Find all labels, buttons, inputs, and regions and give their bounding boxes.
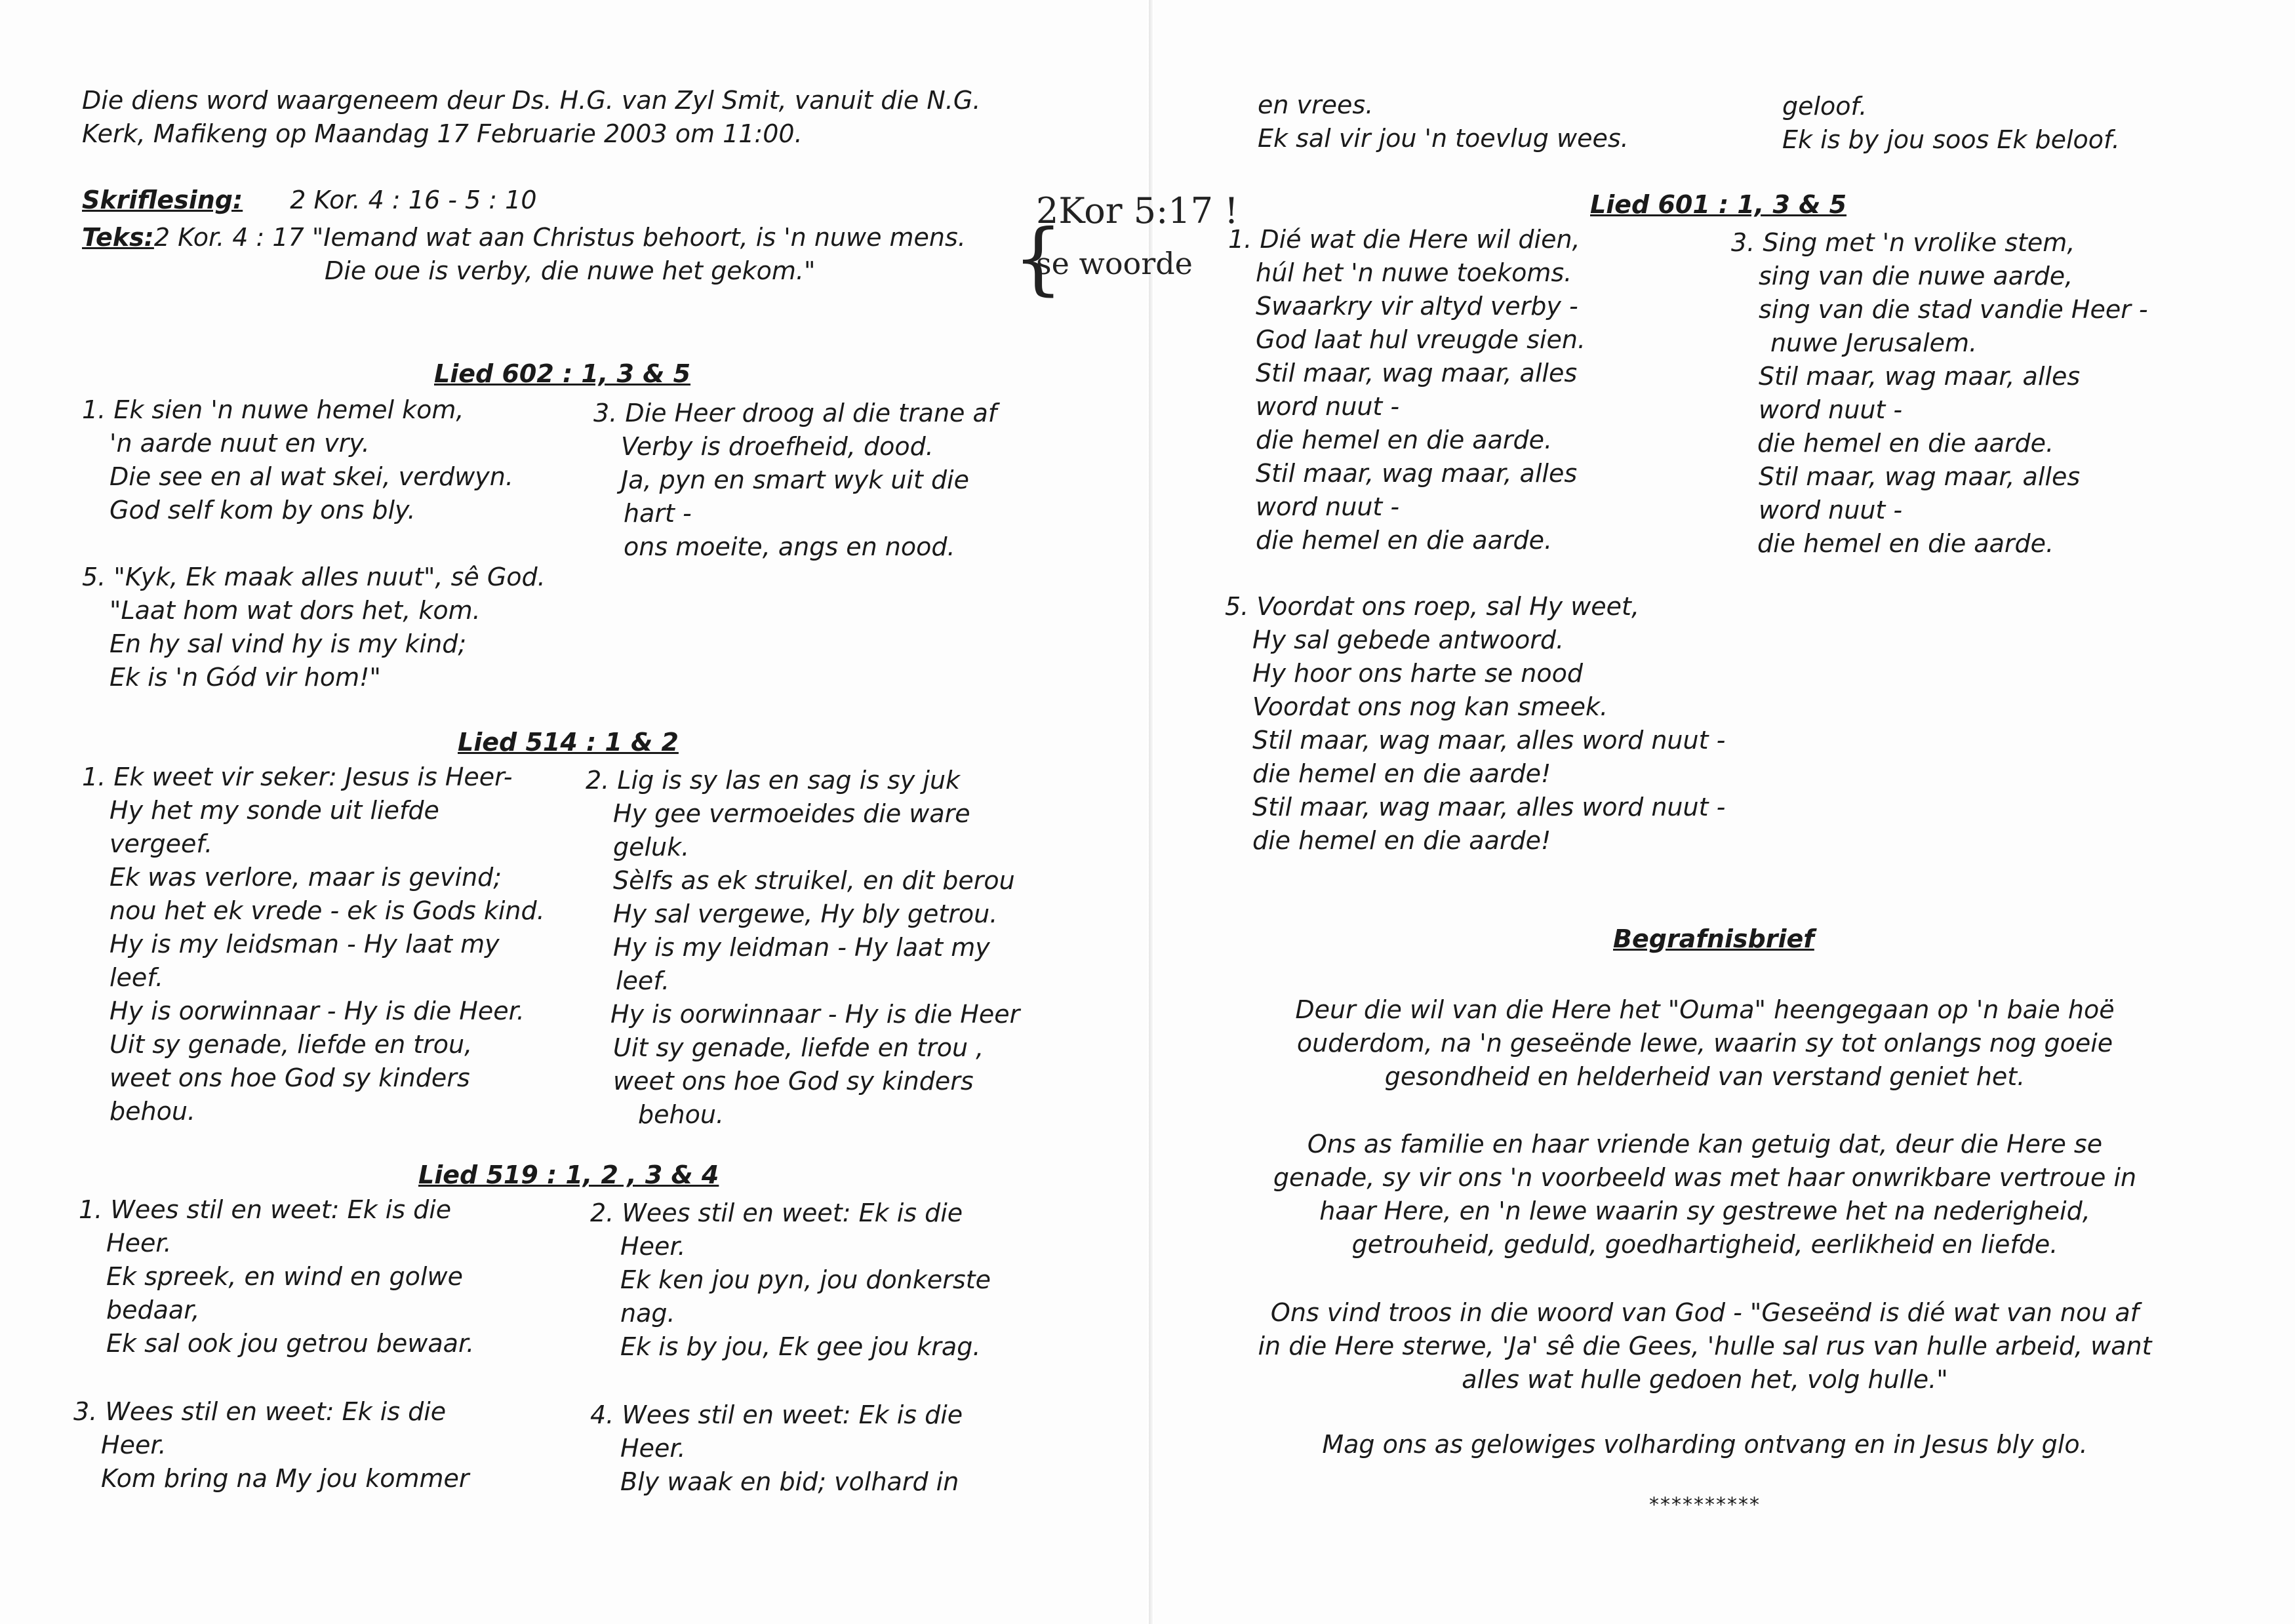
scripture-reading (82, 184, 537, 217)
lied-514-verse-2: 2. Lig is sy las en sag is sy juk Hy gee vermoeides die ware geluk. Sèlfs as ek struikel, en dit berou Hy sal vergewe, Hy bly getrou. Hy is my leidman - Hy laat my leef. Hy is oorwinnaar - Hy is die Heer Uit sy genade, liefde en trou , weet ons hoe God sy kinders behou. (586, 766, 1020, 1129)
text-label: Teks: (82, 223, 154, 252)
begrafnisbrief-title: Begrafnisbrief (1613, 924, 1814, 953)
lied-602-verse-5: 5. "Kyk, Ek maak alles nuut", sê God. "Laat hom wat dors het, kom. En hy sal vind hy is my kind; Ek is 'n Gód vir hom!" (82, 563, 546, 692)
begrafnisbrief-paragraph-4: Mag ons as gelowiges volharding ontvang en in Jesus bly glo. (1322, 1430, 2088, 1459)
begrafnisbrief-paragraph-3: Ons vind troos in die woord van God - "Geseënd is dié wat van nou af in die Here sterwe, 'Ja' sê die Gees, 'hulle sal rus van hulle arbeid, want alles wat hulle gedoen het, volg hulle." (1258, 1298, 2152, 1394)
lied-519-verse-2: 2. Wees stil en weet: Ek is die Heer. Ek ken jou pyn, jou donkerste nag. Ek is by jou, Ek gee jou krag. (590, 1198, 991, 1361)
handwritten-brace: { (1013, 213, 1064, 304)
handwritten-reference: 2Kor 5:17 ! (1036, 190, 1239, 231)
lied-602-title: Lied 602 : 1, 3 & 5 (434, 359, 691, 388)
service-intro (82, 84, 980, 151)
lied-519-verse-3: 3. Wees stil en weet: Ek is die Heer. Kom bring na My jou kommer (73, 1397, 469, 1493)
handwritten-note: se woorde (1036, 246, 1193, 281)
lied-514-title: Lied 514 : 1 & 2 (458, 728, 679, 757)
lied-514-verse-1: 1. Ek weet vir seker: Jesus is Heer- Hy het my sonde uit liefde vergeef. Ek was verlore, maar is gevind; nou het ek vrede - ek is Gods kind. Hy is my leidsman - Hy laat my leef. Hy is oorwinnaar - Hy is die Heer. Uit sy genade, liefde en trou, weet ons hoe God sy kinders behou. (82, 762, 545, 1126)
lied-519-verse-1: 1. Wees stil en weet: Ek is die Heer. Ek spreek, en wind en golwe bedaar, Ek sal ook jou getrou bewaar. (79, 1195, 475, 1358)
text-line-2: Die oue is verby, die nuwe het gekom." (325, 256, 816, 285)
page-fold (1149, 0, 1153, 1624)
lied-601-verse-1: 1. Dié wat die Here wil dien, húl het 'n nuwe toekoms. Swaarkry vir altyd verby - God laat hul vreugde sien. Stil maar, wag maar, alles word nuut - die hemel en die aarde. Stil maar, wag maar, alles word nuut - die hemel en die aarde. (1228, 225, 1586, 555)
closing-stars: ********** (1649, 1494, 1761, 1516)
lied-601-verse-5: 5. Voordat ons roep, sal Hy weet, Hy sal gebede antwoord. Hy hoor ons harte se nood Voordat ons nog kan smeek. Stil maar, wag maar, alles word nuut - die hemel en die aarde! Stil maar, wag maar, alles word nuut - die hemel en die aarde! (1225, 592, 1726, 855)
scripture-label: Skriflesing: (82, 186, 243, 214)
lied-519-continued-col1: en vrees. Ek sal vir jou 'n toevlug wees. (1258, 90, 1629, 153)
lied-602-verse-3: 3. Die Heer droog al die trane af Verby is droefheid, dood. Ja, pyn en smart wyk uit die hart - ons moeite, angs en nood. (593, 399, 997, 561)
lied-601-title: Lied 601 : 1, 3 & 5 (1590, 190, 1847, 219)
begrafnisbrief-paragraph-1: Deur die wil van die Here het "Ouma" heengegaan op 'n baie hoë ouderdom, na 'n geseënde lewe, waarin sy tot onlangs nog goeie gesondheid en helderheid van verstand geniet het. (1295, 995, 2115, 1091)
lied-519-verse-4: 4. Wees stil en weet: Ek is die Heer. Bly waak en bid; volhard in (590, 1400, 963, 1496)
intro-line-2: Kerk, Mafikeng op Maandag 17 Februarie 2003 om 11:00. (82, 119, 803, 148)
lied-601-verse-3: 3. Sing met 'n vrolike stem, sing van die nuwe aarde, sing van die stad vandie Heer - nuwe Jerusalem. Stil maar, wag maar, alles word nuut - die hemel en die aarde. Stil maar, wag maar, alles word nuut - die hemel en die aarde. (1731, 228, 2148, 558)
begrafnisbrief-paragraph-2: Ons as familie en haar vriende kan getuig dat, deur die Here se genade, sy vir ons 'n voorbeeld was met haar onwrikbare vertroue in haar Here, en 'n lewe waarin sy gestrewe het na nederigheid, getrouheid, geduld, goedhartigheid, eerlikheid en liefde. (1273, 1130, 2137, 1259)
lied-519-title: Lied 519 : 1, 2 , 3 & 4 (418, 1160, 719, 1189)
text-line-1: 2 Kor. 4 : 17 "Iemand wat aan Christus behoort, is 'n nuwe mens. (153, 223, 966, 252)
sermon-text (82, 221, 966, 288)
lied-602-verse-1: 1. Ek sien 'n nuwe hemel kom, 'n aarde nuut en vry. Die see en al wat skei, verdwyn. God self kom by ons bly. (82, 395, 513, 525)
lied-519-continued-col2: geloof. Ek is by jou soos Ek beloof. (1782, 92, 2120, 154)
scripture-value: 2 Kor. 4 : 16 - 5 : 10 (290, 186, 537, 214)
intro-line-1: Die diens word waargeneem deur Ds. H.G. van Zyl Smit, vanuit die N.G. (82, 86, 981, 115)
